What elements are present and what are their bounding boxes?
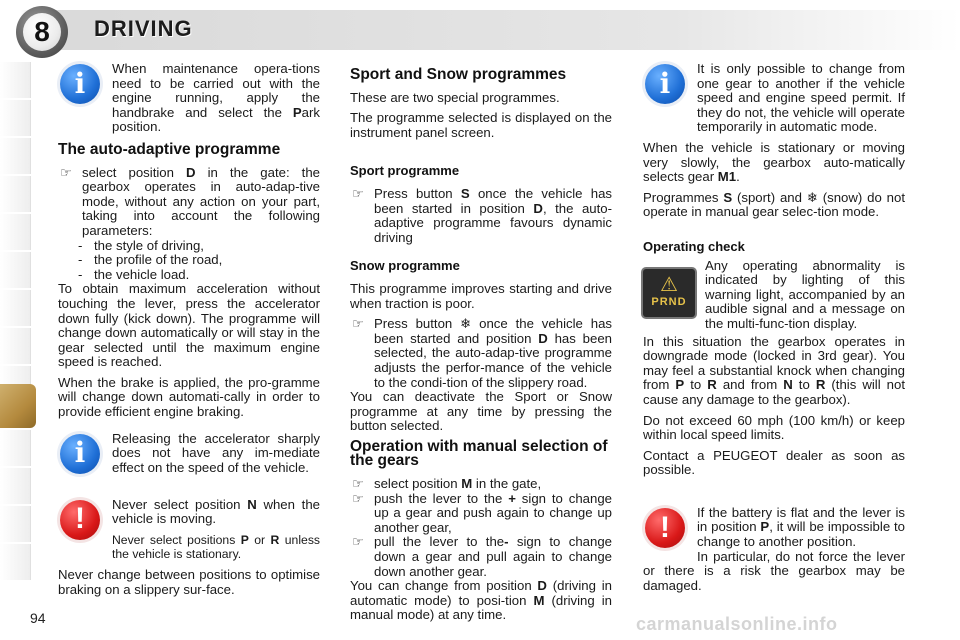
releasing-text: Releasing the accelerator sharply does not have any im-mediate effect on the speed of the vehicle. [112, 430, 320, 475]
sport-bullet: ☞ Press button S once the vehicle has been started in position D, the auto-adaptive programme favours dynamic driving [352, 185, 613, 245]
manual-bullet: ☞ pull the lever to the- sign to change down a gear and pull again to change down another gear. [352, 534, 612, 579]
side-tab-active[interactable] [0, 384, 36, 428]
watermark: carmanualsonline.info [636, 614, 838, 634]
manual-bullet: ☞ push the lever to the + sign to change up a gear and push again to change up another gear, [352, 490, 612, 535]
snow-intro: This programme improves starting and drive when traction is poor. [350, 280, 612, 311]
downgrade-paragraph: In this situation the gearbox operates in downgrade mode (locked in 3rd gear). You may feel a substantial knock when changing from P to R and from N to R (this will not cause any damage to the gearbox). [643, 333, 906, 407]
stationary-paragraph: When the vehicle is stationary or moving very slowly, the gearbox auto-matically selects gear M1. [643, 139, 905, 185]
side-tab[interactable] [0, 430, 31, 466]
sport-programme-title: Sport programme [350, 163, 460, 179]
chapter-badge [16, 6, 68, 58]
warning-icon: ! [645, 508, 685, 548]
middle-column [350, 62, 612, 629]
operating-check-block [643, 259, 905, 335]
contact-paragraph: Contact a PEUGEOT dealer as soon as possible. [643, 447, 905, 478]
snowflake-icon: ❄ [460, 316, 472, 332]
gear-change-text: It is only possible to change from one gear to another if the vehicle speed and engine speed permit. If they do not, the vehicle will operate temporarily in automatic mode. [643, 62, 905, 135]
releasing-note [58, 432, 320, 490]
change-position-paragraph: You can change from position D (driving in automatic mode) to posi-tion M (driving in manual mode) at any time. [350, 578, 612, 623]
prnd-label: PRND [651, 296, 687, 309]
list-item: - the vehicle load. [78, 268, 320, 283]
snow-programme-title: Snow programme [350, 258, 460, 274]
parameter-list [78, 239, 320, 283]
battery-warning [643, 506, 905, 550]
speed-paragraph: Do not exceed 60 mph (100 km/h) or keep within local speed limits. [643, 412, 905, 443]
kick-down-paragraph: To obtain maximum acceleration without touching the lever, press the accelerator down fully (kick down). The programme will change down automatically or will stay in the gear selected until the maximum engine speed is reached. [58, 281, 320, 370]
maintenance-text: When maintenance opera-tions need to be carried out with the engine running, apply the handbrake and select the Park position. [112, 61, 320, 135]
pointing-hand-icon: ☞ [352, 534, 364, 550]
prnd-warning-light-icon [643, 269, 695, 317]
side-tab[interactable] [0, 506, 31, 542]
manual-selection-title: Operation with manual selection of the gears [350, 437, 608, 470]
left-column [58, 62, 320, 603]
engine-braking-paragraph: When the brake is applied, the pro-gramme will change down automati-cally in order to provide efficient engine braking. [58, 374, 320, 420]
pointing-hand-icon: ☞ [352, 316, 364, 332]
side-tab[interactable] [0, 176, 31, 212]
auto-adaptive-bullet: ☞ select position D in the gate: the gearbox operates in auto-adap-tive mode, without any action on your part, taking into account the following parameters: [60, 164, 321, 238]
operating-check-title: Operating check [643, 238, 745, 254]
side-tab[interactable] [0, 214, 31, 250]
list-item: - the profile of the road, [78, 253, 320, 268]
battery-text: If the battery is flat and the lever is in position P, it will be impossible to change to another position. [643, 506, 905, 550]
pointing-hand-icon: ☞ [60, 164, 72, 180]
side-tab[interactable] [0, 100, 31, 136]
warning-icon: ! [60, 500, 100, 540]
gear-change-note [643, 62, 905, 135]
snowflake-icon: ❄ [806, 189, 818, 205]
side-tab[interactable] [0, 468, 31, 504]
programmes-paragraph: Programmes S (sport) and ❄ (snow) do not operate in manual gear selec-tion mode. [643, 189, 905, 220]
pointing-hand-icon: ☞ [352, 476, 364, 492]
auto-adaptive-title: The auto-adaptive programme [58, 140, 281, 158]
pointing-hand-icon: ☞ [352, 490, 364, 506]
info-icon: i [60, 64, 100, 104]
maintenance-note [58, 62, 320, 135]
warning-triangle-icon: ⚠ [660, 274, 678, 297]
side-tab[interactable] [0, 544, 31, 580]
side-tab[interactable] [0, 252, 31, 288]
chapter-number: 8 [23, 13, 61, 51]
chapter-title: DRIVING [94, 16, 193, 41]
side-tab[interactable] [0, 62, 31, 98]
intro-paragraph: These are two special programmes. [350, 89, 560, 105]
warning-text-n: Never select position N when the vehicle is moving. [112, 496, 321, 527]
snow-bullet: ☞ Press button ❄ once the vehicle has been started and position D has been selected, the auto-adap-tive programme adjusts the perfor-mance of the vehicle to the condi-tion of the slippery road. [352, 316, 613, 390]
page-number: 94 [30, 610, 46, 626]
side-tab[interactable] [0, 290, 31, 326]
display-paragraph: The programme selected is displayed on the instrument panel screen. [350, 110, 612, 140]
deactivate-paragraph: You can deactivate the Sport or Snow programme at any time by pressing the button selected. [350, 389, 612, 434]
sport-snow-title: Sport and Snow programmes [350, 66, 567, 83]
slippery-paragraph: Never change between positions to optimise braking on a slippery sur-face. [58, 567, 320, 597]
warning-note [58, 498, 320, 562]
list-item: - the style of driving, [78, 239, 320, 254]
warning-text-p-r: Never select positions P or R unless the vehicle is stationary. [112, 532, 321, 562]
pointing-hand-icon: ☞ [352, 185, 364, 201]
operating-check-text: Any operating abnormality is indicated by lighting of this warning light, accompanied by an audible signal and a message on the multi-func-tion display. [705, 257, 905, 331]
manual-bullet: ☞ select position M in the gate, [352, 476, 542, 492]
side-tab[interactable] [0, 328, 31, 364]
right-column [643, 62, 905, 599]
side-tab[interactable] [0, 138, 31, 174]
info-icon: i [60, 434, 100, 474]
force-lever-paragraph: In particular, do not force the lever or there is a risk the gearbox may be damaged. [643, 548, 905, 593]
info-icon: i [645, 64, 685, 104]
